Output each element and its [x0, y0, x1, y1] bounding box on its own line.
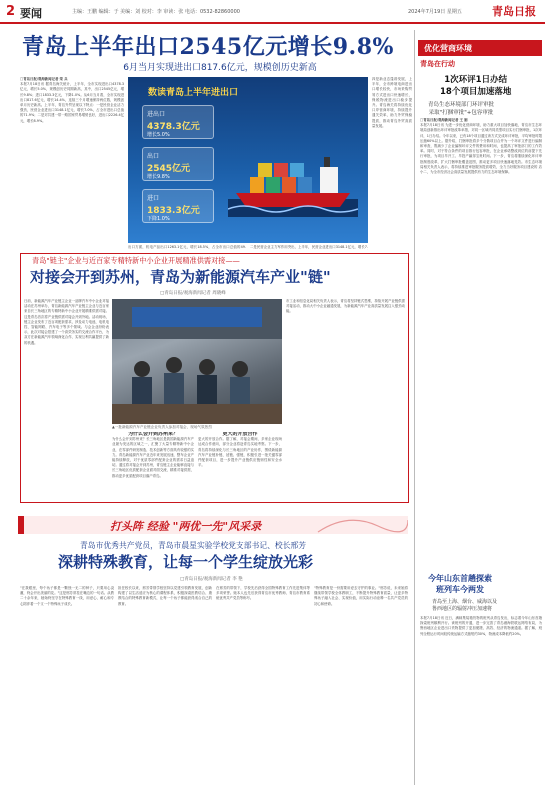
- mid-story-col1-text: 日前，新能源汽车产业链主企业一品牌汽车中小企业对接活动在苏州举办，青岛新能源汽车产业链主企业与近百家来自长三角地区的专精特新中小企业开展精准供需对接。这是青岛首次将产业链供需对接会开到外地。活动现场，链主企业发布了近百项配套需求，涉及动力电池、电机电控、智能网联、汽车电子等多个领域。与会企业纷纷表示，此次对接会搭建了一个高效务实的交流合作平台，为双方在新能源汽车领域深化合作、实现互利共赢提供了新的机遇。: [24, 299, 109, 345]
- sidebar-banner-subtitle: 青岛在行动: [420, 60, 455, 68]
- infographic-import-label: 进口: [147, 195, 160, 202]
- mid-story-col3: [198, 432, 282, 500]
- sidebar-headline: [440, 73, 511, 97]
- newspaper-logo: 青岛日报: [492, 5, 536, 18]
- infographic-export-value: 2545亿元: [147, 164, 191, 174]
- sidebar-byline: □青岛日报/观海新闻记者 王 娟: [420, 118, 468, 122]
- top-story-col4: [372, 77, 412, 247]
- sidebar-body: [420, 118, 542, 564]
- sidebar2-subheadline: [432, 598, 497, 612]
- cargo-ship-illustration: [228, 147, 358, 217]
- masthead: [0, 0, 545, 24]
- top-story-subheadline: 6月当月实现进出口817.6亿元，规模创历史新高: [123, 63, 317, 73]
- infographic-import-value: 1833.3亿元: [147, 206, 200, 216]
- page-number: 2: [6, 4, 16, 19]
- top-story-byline: □青岛日报/观海新闻记者 栾 兵: [20, 77, 68, 81]
- mid-story-headline: 对接会开到苏州，青岛为新能源汽车产业"链": [30, 268, 331, 286]
- sidebar2-headline-line1: 今年山东首趟探索: [428, 574, 492, 583]
- sidebar-banner-title: 优化营商环境: [424, 44, 472, 53]
- infographic-export-box: [142, 147, 214, 181]
- bottom-story-byline: □青岛日报/观海新闻记者 李 艳: [180, 577, 243, 582]
- photo-illustration: [112, 299, 282, 424]
- top-story-col4-text: 四是新业态蓬勃发展，上半年，全市跨境电商进出口增长较快，市场采购贸易方式进出口快速增长，保税物流进出口稳步提升。青岛海关将持续优化口岸营商环境，持续提升通关效率，助力外贸保稳提质，推动青岛外贸高质量发展。: [372, 77, 412, 128]
- top-story-col2-text: 出口方面，机电产品出口1263.1亿元，增长18.5%，占全市出口总值的49.: [128, 245, 246, 249]
- infographic-import-pct: 下降1.0%: [147, 216, 170, 222]
- bottom-story-headline: 深耕特殊教育，让每一个学生绽放光彩: [58, 553, 314, 571]
- mid-story-byline: □青岛日报/观海新闻记者 周晓峰: [160, 291, 226, 296]
- top-story-col3-text: 二是民营企业主力军作用突出，上半年，民营企业进出口3148.1亿元，增长7.: [250, 245, 368, 249]
- bottom-story-col1-text: "在我眼里，每个孩子都是一颗独一无二的种子，只要用心浇灌，终会开出美丽的花。"这是邢芳常挂在嘴边的一句话。从教二十余年来，她始终坚守在特殊教育一线，用爱心、耐心和专心陪伴着一个又一个特殊孩子成长。: [20, 586, 114, 606]
- sidebar2-body: [420, 616, 542, 784]
- sidebar-sub-line1: 青岛生态环境部门环评审批: [428, 102, 495, 108]
- mid-story-kicker: 青岛"链主"企业与近百家专精特新中小企业开展精准供需对接——: [32, 256, 240, 265]
- mid-story-subhead1: 为什么会开到苏州来？: [127, 432, 178, 437]
- mid-story-col2: [112, 432, 194, 500]
- masthead-meta: 主编：王鹏 编辑：于 美编：刘 校对：李 审读：张 电话：0532-82860000: [72, 9, 240, 15]
- mid-story-col3-text: 更大的开放合作。据了解，对接会期间，多家企业现场达成合作意向，部分企业将赴青岛实地考察。下一步，青岛将持续深化与长三角地区的产业协作，围绕新能源汽车产业链补链、延链、强链，积极引进一批关键零部件配套项目，进一步提升产业链供应链韧性和安全水平。: [198, 437, 282, 468]
- mid-story-col1: [24, 299, 109, 499]
- bottom-story-col4: [314, 586, 408, 784]
- top-story-headline: 青岛上半年出口2545亿元增长9.8%: [22, 34, 394, 60]
- mid-story-col4-text: 市工业和信息化局相关负责人表示，青岛将坚持链式思维，持续开展产业链供需对接活动，推动大中小企业融通发展，为新能源汽车产业高质量发展注入强劲动能。: [286, 299, 405, 314]
- news-photo-conference: [112, 299, 282, 424]
- infographic-total-box: [142, 105, 214, 139]
- sidebar2-headline-line2: 班列车今两发: [436, 585, 484, 594]
- mid-story-col2-text: 为什么会开到苏州来？长三角地区是我国新能源汽车产业最为发达的区域之一，汇聚了大量专精特新中小企业，在零部件研发制造、技术创新等方面具有较强的实力。青岛新能源汽车产业近年来发展迅速，整车企业产能持续释放，对于优质零部件配套企业的需求日益迫切。通过将对接会开到苏州，青岛链主企业能够直接与长三角地区优质配套企业面对面交流，精准对接供需，推动更多优质配套项目落户青岛。: [112, 437, 194, 478]
- sidebar2-body-text: 本报7月18日讯 近日，满载集装箱货物的班列从青岛发出，标志着今年山东首趟探索班列顺利开行。该班列的开通，进一步完善了青岛港海铁联运网络布局，为鲁西地区企业进出口货物提供了更加便捷、高效、经济的物流通道。据了解，班列全程运行时间较传统运输方式缩短约30%，物流成本降低约20%。: [420, 616, 542, 636]
- bottom-story-col2-text: 担任校长以来，邢芳带领学校坚持以党建引领教育发展，创新构建了以生活适应为核心的课程体系，积极探索医教结合、康教结合的特殊教育新模式，让每一个孩子都能获得适合自己的教育。: [118, 586, 212, 606]
- sidebar-headline-line2: 18个项目加速落地: [440, 87, 512, 97]
- infographic-export-label: 出口: [147, 153, 160, 160]
- section-name: 要闻: [20, 7, 42, 20]
- bottom-story-col4-text: "特殊教育是一份需要用爱去守护的事业。"邢芳说，未来她将继续带领学校全体教职工，不断提升特殊教育质量，让更多特殊孩子融入社会、实现价值，用实际行动诠释一名共产党员的初心和使命。: [314, 586, 408, 606]
- top-story-col2: [128, 245, 246, 250]
- top-story-col1-text: 本报7月18日讯 据青岛海关统计，上半年，全市实现进出口4378.3亿元，增长5.0%，规模创历史同期新高，其中，出口2545亿元，增长9.8%；进口1833.3亿元，下降1.0%。从6月当月看，全市实现进出口817.6亿元，增长14.4%，连续三个月增速保持两位数，规模创单月历史新高。上半年，青岛外贸呈现以下特点：一是民营企业活力强劲，民营企业进出口3148.1亿元，增长7.0%，占全市进出口总值的71.9%；二是对共建一带一路国家贸易增势良好，进出口2226.4亿元，增长8.9%。: [20, 82, 124, 123]
- mid-story-col4: [286, 299, 405, 499]
- sidebar-body-text: 本报7月18日讯 为进一步优化营商环境，助力重大项目加快落地，青岛市生态环境局创新推出环评审批改革举措，对同一区域内同类型项目实行打捆审批，1次环评，1日办结。今年以来，已有18个项目通过该方式完成环评审批，平均审批时限压缩60%以上。据介绍，打捆审批将多个分散项目合并为一个环评文件进行编制和审查，既减少了企业编制环评文件的费用和时间，也提高了审批部门的工作效率。同时，对于符合条件的项目推行包容审批，在企业承诺整改到位的前提下先行审批，为项目早开工、早投产赢得宝贵时间。下一步，青岛将继续深化环评审批制度改革，扩大打捆审批覆盖范围，推动更多项目快速落地见效。市生态环境局相关负责人表示，将持续推进审批服务提质增效，全力当好服务项目建设的 店小二，为全市经济社会高质量发展提供有力的生态环境保障。: [420, 123, 542, 175]
- trade-infographic: [128, 77, 368, 243]
- sidebar2-headline: [428, 573, 492, 595]
- mid-story-subhead2: 更大的开放合作: [222, 432, 258, 437]
- infographic-total-value: 4378.3亿元: [147, 122, 200, 132]
- sidebar2-sub-line1: 青岛至上海、烟台、威海以及: [432, 599, 498, 605]
- bottom-story-kicker: 青岛市优秀共产党员，青岛市晨星实验学校党支部书记、校长邢芳: [80, 541, 307, 550]
- sidebar2-sub-line2: 鲁西地区的辐射冲压加速将: [432, 606, 493, 612]
- bottom-story-col1: [20, 586, 114, 784]
- sidebar-banner: [418, 40, 542, 56]
- top-story-col3: [250, 245, 368, 250]
- infographic-total-pct: 增长5.0%: [147, 132, 170, 138]
- column-divider: [414, 30, 415, 785]
- masthead-date: 2024年7月19日 星期五: [408, 9, 462, 15]
- bottom-banner-title: 打头阵 经验 "两优一先"风采录: [110, 520, 262, 533]
- bottom-story-col3-text: 在邢芳的带领下，学校先后获得全国特殊教育工作先进集体等多项荣誉。她本人也先后获得青岛市优秀教师、青岛市教育系统优秀共产党员等称号。: [216, 586, 310, 601]
- top-story-col1: [20, 77, 124, 247]
- sidebar-sub-line2: 采取"打捆审批"+包容审批: [428, 110, 494, 116]
- sidebar-subheadline: [428, 100, 494, 116]
- bottom-story-col3: [216, 586, 310, 784]
- infographic-export-pct: 增长9.8%: [147, 174, 170, 180]
- infographic-import-box: [142, 189, 214, 223]
- infographic-total-label: 进出口: [147, 111, 166, 118]
- bottom-story-col2: [118, 586, 212, 784]
- photo-caption: ▲一批新能源汽车产业链企业负责人参加对接会，现场气氛热烈: [112, 425, 212, 429]
- infographic-title: 数读青岛上半年进出口: [148, 88, 239, 98]
- sidebar-headline-line1: 1次环评1日办结: [444, 75, 508, 85]
